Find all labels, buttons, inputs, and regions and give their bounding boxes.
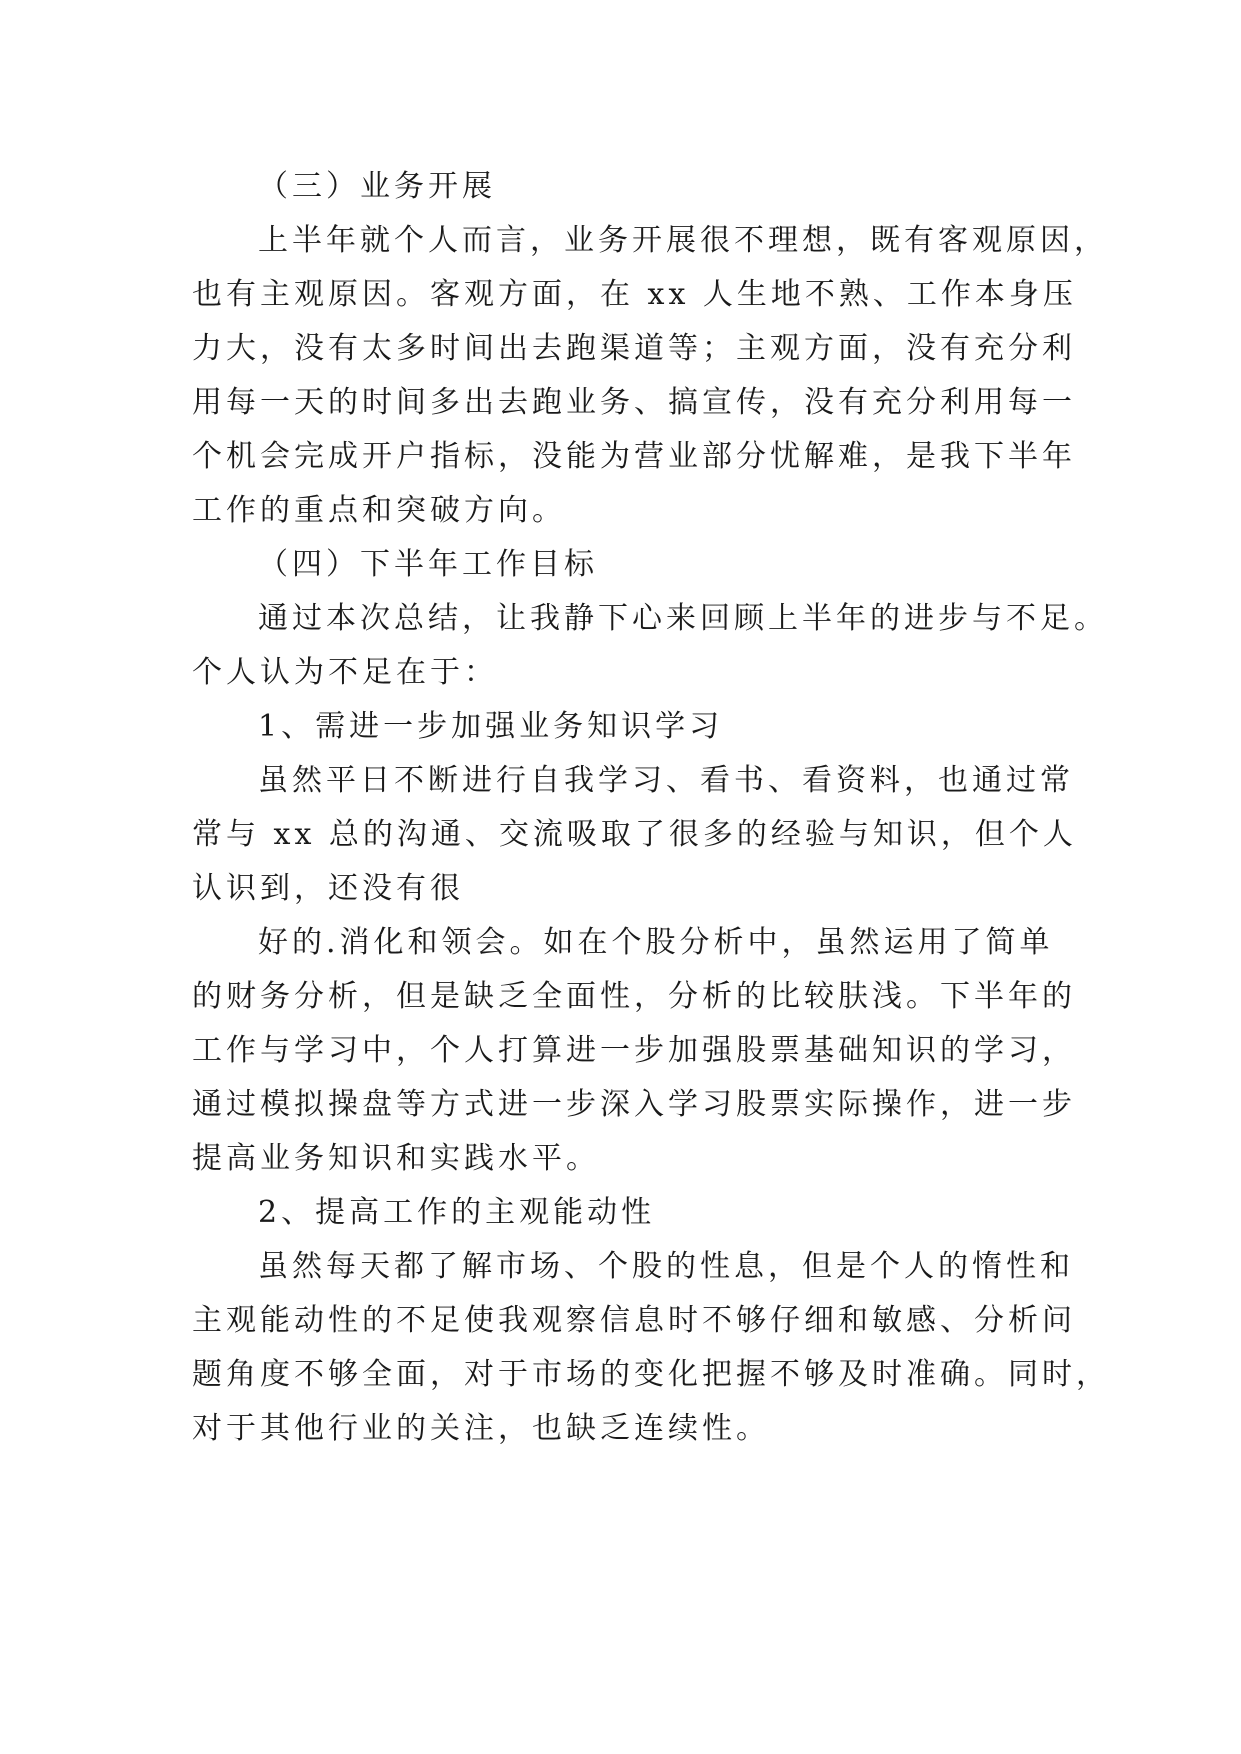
paragraph-line: 工作的重点和突破方向。 [192,493,566,528]
paragraph-line: 题角度不够全面，对于市场的变化把握不够及时准确。同时， [192,1357,1110,1392]
paragraph-line: 主观能动性的不足使我观察信息时不够仔细和敏感、分析问 [192,1303,1076,1338]
section-heading-4: （四）下半年工作目标 [258,547,598,582]
subheading-2: 2、提高工作的主观能动性 [258,1195,656,1230]
paragraph-line: 通过模拟操盘等方式进一步深入学习股票实际操作，进一步 [192,1087,1076,1122]
paragraph-line: 用每一天的时间多出去跑业务、搞宣传，没有充分利用每一 [192,385,1076,420]
paragraph-line: 力大，没有太多时间出去跑渠道等；主观方面，没有充分利 [192,331,1076,366]
paragraph-line: 个人认为不足在于： [192,655,498,690]
paragraph-line: 的财务分析，但是缺乏全面性，分析的比较肤浅。下半年的 [192,979,1076,1014]
paragraph-line: 也有主观原因。客观方面，在 xx 人生地不熟、工作本身压 [192,277,1077,312]
paragraph-line: 个机会完成开户指标，没能为营业部分忧解难，是我下半年 [192,439,1076,474]
paragraph-line: 认识到，还没有很 [192,871,464,906]
paragraph-line: 好的.消化和领会。如在个股分析中，虽然运用了简单 [258,925,1054,960]
paragraph-line: 常与 xx 总的沟通、交流吸取了很多的经验与知识，但个人 [192,817,1077,852]
document-body [192,160,1110,1456]
paragraph-line: 上半年就个人而言，业务开展很不理想，既有客观原因， [258,223,1108,258]
paragraph-line: 对于其他行业的关注，也缺乏连续性。 [192,1411,770,1446]
paragraph-line: 提高业务知识和实践水平。 [192,1141,600,1176]
subheading-1: 1、需进一步加强业务知识学习 [258,709,724,744]
paragraph-line: 通过本次总结，让我静下心来回顾上半年的进步与不足。 [258,601,1108,636]
paragraph-line: 虽然每天都了解市场、个股的性息，但是个人的惰性和 [258,1249,1074,1284]
section-heading-3: （三）业务开展 [258,169,496,204]
paragraph-line: 工作与学习中，个人打算进一步加强股票基础知识的学习， [192,1033,1076,1068]
paragraph-line: 虽然平日不断进行自我学习、看书、看资料，也通过常 [258,763,1074,798]
